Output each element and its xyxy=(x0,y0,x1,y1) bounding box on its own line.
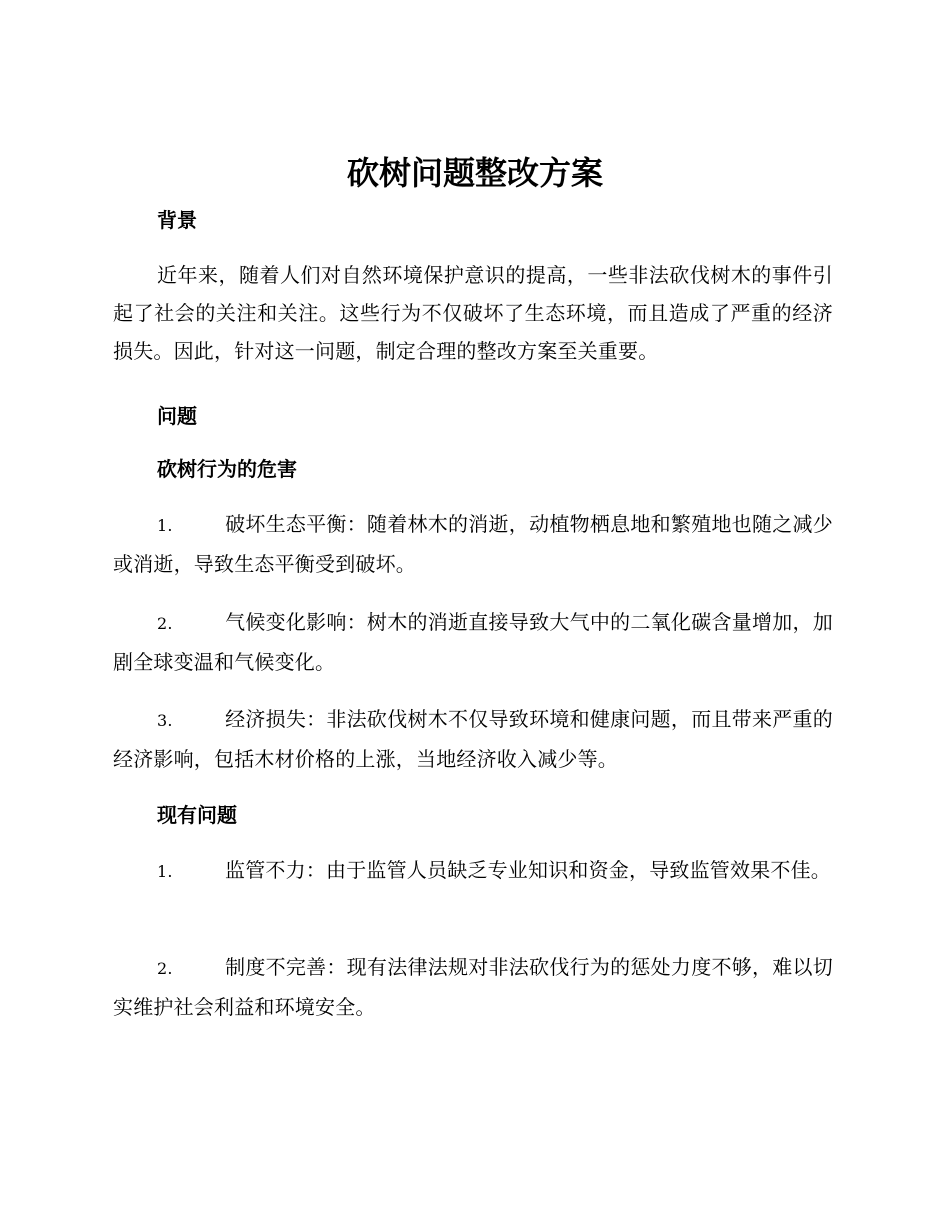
list-item-current-2 xyxy=(113,948,833,1026)
list-item-text: 破坏生态平衡：随着林木的消逝，动植物栖息地和繁殖地也随之减少或消逝，导致生态平衡受到破坏。 xyxy=(113,512,833,576)
list-item-harm-2 xyxy=(113,603,833,681)
heading-problem: 问题 xyxy=(157,404,197,428)
background-paragraph: 近年来，随着人们对自然环境保护意识的提高，一些非法砍伐树木的事件引起了社会的关注和关注。这些行为不仅破坏了生态环境，而且造成了严重的经济损失。因此，针对这一问题，制定合理的整改方案至关重要。 xyxy=(113,263,833,363)
list-item-current-1 xyxy=(113,851,833,891)
list-item-text: 经济损失：非法砍伐树木不仅导致环境和健康问题，而且带来严重的经济影响，包括木材价格的上涨，当地经济收入减少等。 xyxy=(113,707,833,771)
list-item-harm-3 xyxy=(113,700,833,778)
heading-harms: 砍树行为的危害 xyxy=(157,457,297,481)
list-number: 2. xyxy=(157,959,173,978)
list-number: 1. xyxy=(157,516,173,535)
list-item-text: 制度不完善：现有法律法规对非法砍伐行为的惩处力度不够，难以切实维护社会利益和环境安全。 xyxy=(113,955,833,1019)
heading-current-problems: 现有问题 xyxy=(157,803,237,827)
list-item-harm-1 xyxy=(113,505,833,583)
list-item-text: 监管不力：由于监管人员缺乏专业知识和资金，导致监管效果不佳。 xyxy=(225,858,831,882)
list-item-text: 气候变化影响：树木的消逝直接导致大气中的二氧化碳含量增加，加剧全球变温和气候变化。 xyxy=(113,610,833,674)
list-number: 2. xyxy=(157,614,173,633)
list-number: 1. xyxy=(157,862,173,881)
heading-background: 背景 xyxy=(157,208,197,232)
list-number: 3. xyxy=(157,711,173,730)
document-title: 砍树问题整改方案 xyxy=(346,154,603,192)
